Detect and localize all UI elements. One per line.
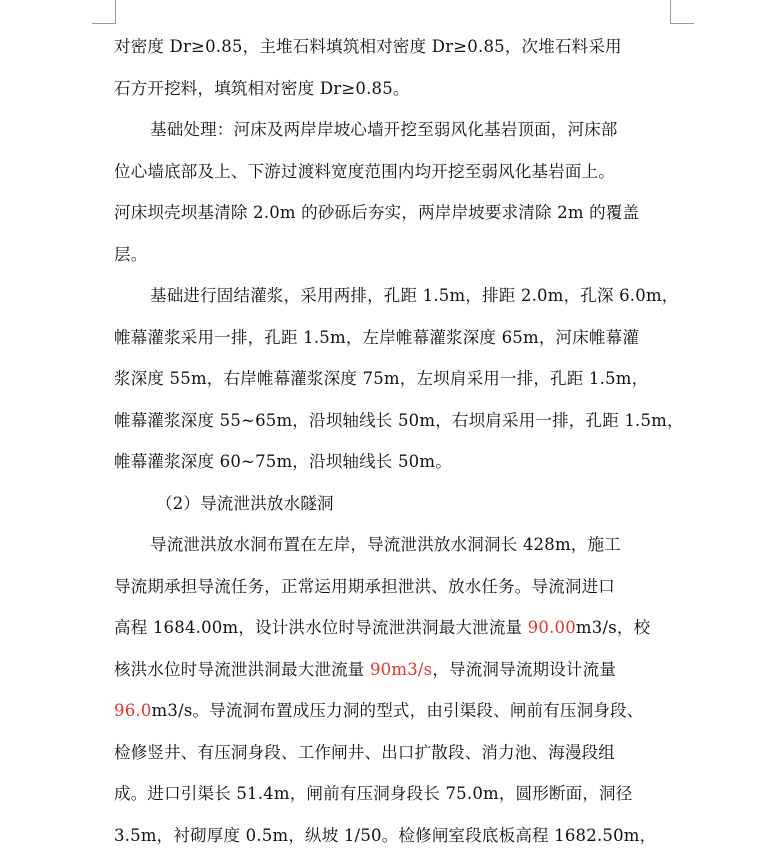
highlighted-value: 90.00: [527, 618, 576, 637]
text-line: 对密度 Dr≥0.85，主堆石料填筑相对密度 Dr≥0.85，次堆石料采用: [114, 37, 622, 56]
text-line: 位心墙底部及上、下游过渡料宽度范围内均开挖至弱风化基岩面上。: [114, 161, 615, 181]
paragraph-start-line: 基础处理：河床及两岸岸坡心墙开挖至弱风化基岩顶面，河床部: [150, 120, 618, 139]
document-page[interactable]: [114, 26, 684, 856]
highlighted-value: 90m3/s: [369, 659, 433, 679]
text-line: 检修竖井、有压洞身段、工作闸井、出口扩散段、消力池、海漫段组: [114, 742, 615, 762]
text-segment: m3/s。导流洞布置成压力洞的型式，由引渠段、闸前有压洞身段、: [151, 701, 644, 720]
text-segment: ，导流洞导流期设计流量: [432, 659, 617, 679]
text-line: 河床坝壳坝基清除 2.0m 的砂砾后夯实，两岸岸坡要求清除 2m 的覆盖: [114, 203, 640, 222]
text-line: 浆深度 55m，右岸帷幕灌浆深度 75m，左坝肩采用一排，孔距 1.5m，: [114, 369, 649, 388]
highlighted-value: 96.0: [114, 701, 152, 720]
text-line: 帷幕灌浆深度 60~75m，沿坝轴线长 50m。: [114, 452, 452, 471]
paragraph-start-line: 基础进行固结灌浆，采用两排，孔距 1.5m，排距 2.0m，孔深 6.0m，: [150, 286, 679, 305]
text-line-with-highlight: [114, 607, 674, 649]
text-segment: 核洪水位时导流泄洪洞最大泄流量: [114, 659, 370, 679]
paragraph-start-line: 导流泄洪放水洞布置在左岸，导流泄洪放水洞洞长 428m，施工: [150, 535, 621, 554]
crop-tick-right: [670, 23, 694, 24]
crop-tick-left: [92, 23, 116, 24]
text-line: 帷幕灌浆采用一排，孔距 1.5m，左岸帷幕灌浆深度 65m，河床帷幕灌: [114, 327, 640, 347]
text-line: 导流期承担导流任务，正常运用期承担泄洪、放水任务。导流洞进口: [114, 576, 615, 596]
text-line: 层。: [114, 244, 148, 264]
text-segment: m3/s，校: [575, 618, 651, 637]
text-line: 石方开挖料，填筑相对密度 Dr≥0.85。: [114, 78, 410, 98]
crop-mark-left: [115, 0, 116, 24]
text-line: 帷幕灌浆深度 55~65m，沿坝轴线长 50m，右坝肩采用一排，孔距 1.5m，: [114, 410, 684, 430]
text-line: 成。进口引渠长 51.4m，闸前有压洞身段长 75.0m，圆形断面，洞径: [114, 784, 633, 803]
text-line: 3.5m，衬砌厚度 0.5m，纵坡 1/50。检修闸室段底板高程 1682.50m，: [114, 825, 657, 845]
text-line-with-highlight: [114, 649, 674, 691]
section-heading: （2）导流泄洪放水隧洞: [156, 493, 334, 513]
text-segment: 高程 1684.00m，设计洪水位时导流泄洪洞最大泄流量: [114, 618, 528, 637]
text-line-with-highlight: [114, 690, 674, 732]
crop-mark-right: [670, 0, 671, 24]
